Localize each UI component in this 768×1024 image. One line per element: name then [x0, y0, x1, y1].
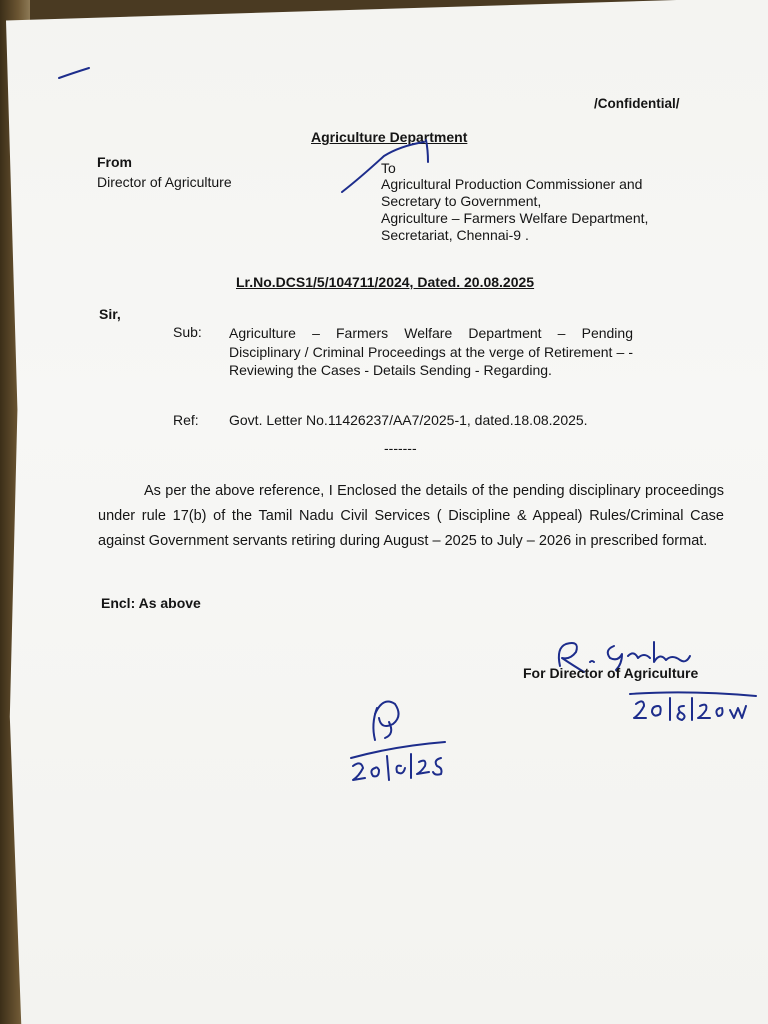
salutation: Sir,	[99, 306, 121, 322]
signature-designation: For Director of Agriculture	[523, 665, 699, 681]
handwritten-initials	[345, 694, 455, 790]
to-line-1: Agricultural Production Commissioner and	[381, 176, 643, 192]
to-line-2: Secretary to Government,	[381, 193, 542, 209]
to-line-3: Agriculture – Farmers Welfare Department,	[381, 210, 649, 226]
to-line-4: Secretariat, Chennai-9 .	[381, 227, 529, 243]
body-paragraph: As per the above reference, I Enclosed the details of the pending disciplinary proceedings under rule 17(b) of the Tamil Nadu Civil Services ( Discipline & Appeal) Rules/Criminal Case against Government servants retiring during August – 2025 to July – 2026 in prescribed format.	[98, 483, 724, 549]
reference-text: Govt. Letter No.11426237/AA7/2025-1, dated.18.08.2025.	[229, 412, 588, 428]
from-name: Director of Agriculture	[97, 174, 232, 190]
to-label: To	[381, 160, 396, 176]
enclosure: Encl: As above	[101, 595, 201, 611]
from-label: From	[97, 154, 132, 170]
handwritten-date-signature	[628, 690, 760, 724]
pen-mark	[58, 66, 92, 80]
separator: -------	[384, 440, 417, 456]
confidential-label: /Confidential/	[594, 96, 680, 111]
handwritten-tick-mark	[340, 140, 440, 200]
reference-label: Ref:	[173, 412, 199, 428]
department-title: Agriculture Department	[311, 129, 468, 145]
subject-label: Sub:	[173, 324, 202, 340]
letter-number: Lr.No.DCS1/5/104711/2024, Dated. 20.08.2025	[236, 274, 535, 290]
subject-text: Agriculture – Farmers Welfare Department – Pending Disciplinary / Criminal Proceedings at the verge of Retirement – - Reviewing the Cases - Details Sending - Regarding.	[229, 325, 633, 378]
